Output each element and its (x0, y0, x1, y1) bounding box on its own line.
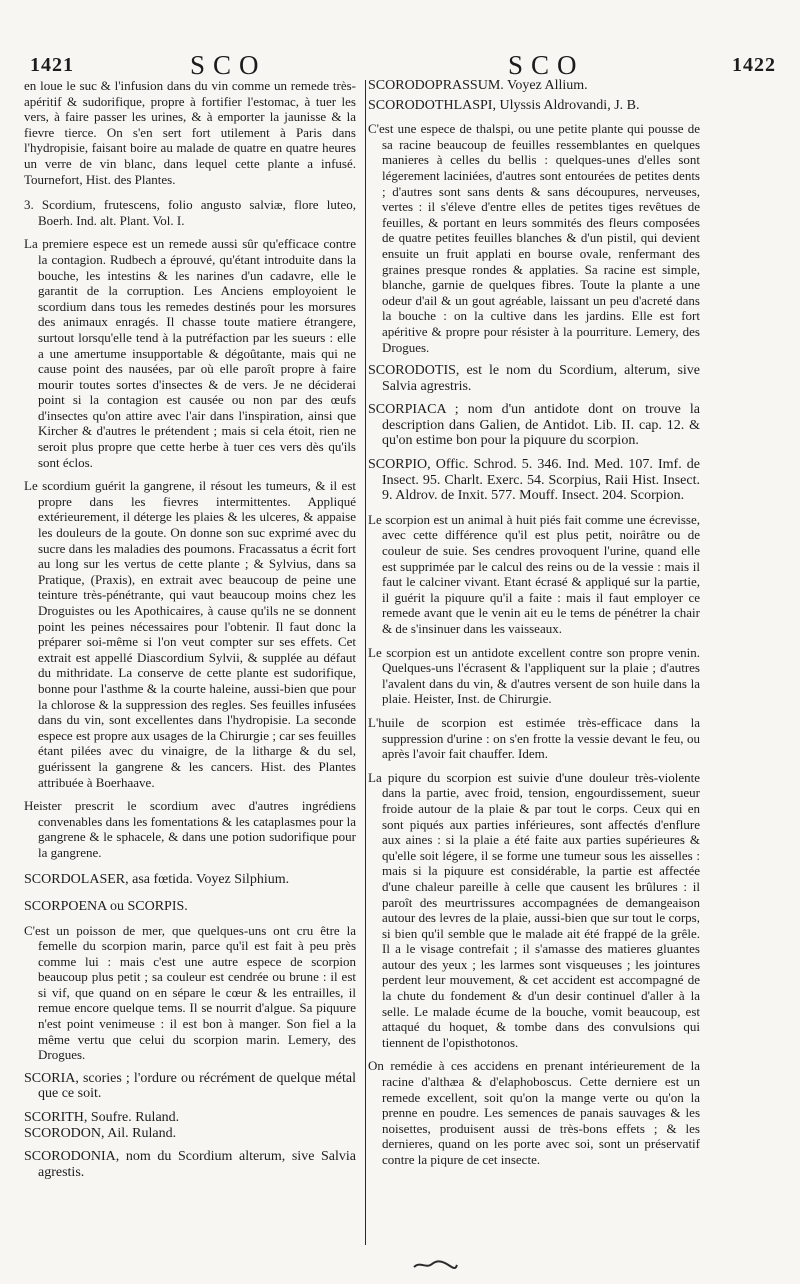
paragraph: Le scorpion est un animal à huit piés fait comme une écrevisse, avec cette différence qu'il est plus petit, noirâtre ou de couleur de suie. Ses cendres provoquent l'urine, quand elle est supprimée par le calcul des reins ou de la vessie : mais il faut le calciner vivant. Etant écrasé & appliqué sur la partie, il guérit la piquure qu'il a faite : mais il faut employer ce remede avant que le venin ait eu le tems de pénétrer la chair & de s'insinuer dans les vaisseaux. (368, 511, 700, 636)
paragraph: en loue le suc & l'infusion dans du vin comme un remede très-apéritif & sudorifique, propre à fortifier l'estomac, à tuer les vers, à faire passer les urines, & à emporter la jaunisse & la fievre tierce. On s'en sert fort utilement à Paris dans l'hydropisie, faisant boire au malade de quatre en quatre heures un verre de vin blanc, dans lequel cette plante a infusé. Tournefort, Hist. des Plantes. (24, 78, 356, 187)
page-header (18, 50, 782, 80)
paragraph: 3. Scordium, frutescens, folio angusto salviæ, flore luteo, Boerh. Ind. alt. Plant. Vol. I. (24, 197, 356, 228)
printer-ornament-icon (412, 1259, 458, 1271)
entry-heading: SCORODONIA, nom du Scordium alterum, sive Salvia agrestis. (24, 1149, 356, 1180)
paragraph: L'huile de scorpion est estimée très-efficace dans la suppression d'urine : on s'en frotte la vessie devant le feu, ou après l'avoir fait chauffer. Idem. (368, 714, 700, 762)
paragraph: La piqure du scorpion est suivie d'une douleur très-violente dans la partie, avec froid, tension, engourdissement, sueur froide autour de la plaie & par tout le corps. Ceux qui en sont piqués aux parties inférieures, sont affectés d'enflure aux aines : si la plaie a été faite aux parties supérieures & qu'elle soit légere, il se forme une tumeur sous les aisselles : mais si la piquure est considérable, la partie est affectée d'une chaleur pareille à celle que causent les brûlures : il paroît des meurtrissures accompagnées de demangeaison autour des levres de la plaie, aussi-bien que sur tout le corps, si bien qu'il semble que le malade ait été frappé de la grêle. Il a le visage contrefait ; il s'amasse des matieres gluantes autour des yeux ; les larmes sont visqueuses ; les jointures perdent leur mouvement, & cet accident est accompagné de la chute du fondement & d'un desir continuel d'aller à la selle. Le malade écume de la bouche, vomit beaucoup, est attaqué du hoquet, & tombe dans des convulsions qui tiennent de l'opisthotonos. (368, 769, 700, 1050)
running-head-left: SCO (190, 50, 267, 80)
entry-heading: SCORODOTIS, est le nom du Scordium, alterum, sive Salvia agrestris. (368, 363, 700, 394)
entry-heading: SCORODON, Ail. Ruland. (24, 1125, 177, 1141)
entry-heading: SCORODOTHLASPI, Ulyssis Aldrovandi, J. B. (368, 97, 640, 113)
entry-heading: SCORPOENA ou SCORPIS. (24, 898, 188, 914)
paragraph: Le scordium guérit la gangrene, il résout les tumeurs, & il est propre dans les fievres intermittentes. Appliqué extérieurement, il déterge les plaies & les ulceres, & appaise les douleurs de la goute. On donne son suc exprimé avec du sucre dans les maladies des poumons. Fracassatus a écrit fort au long sur les vertus de cette plante ; & Sylvius, dans sa Pratique, (Praxis), en extrait avec beaucoup de peine une teinture très-pénétrante, qui vaut beaucoup moins chez les Droguistes ou les Apothicaires, à cause qu'ils ne se donnent point les peines nécessaires pour l'obtenir. Il faut donc la préparer soi-même si l'on veut compter sur ses effets. Cet extrait est appellé Diascordium Sylvii, & supplée au défaut du mithridate. La conserve de cette plante est sudorifique, bonne pour l'asthme & la courte haleine, aussi-bien que pour la chlorose & la suppression des regles. Ses feuilles infusées dans du vin, sont excellentes dans l'hydropisie. La seconde espece est propre aux usages de la Chirurgie ; car ses feuilles étant pilées avec du vinaigre, de la litharge & du sel, guérissent la gangrene & les cancers. Hist. des Plantes attribuée à Boerhaave. (24, 478, 356, 790)
paragraph: C'est un poisson de mer, que quelques-uns ont cru être la femelle du scorpion marin, parce qu'il est fait à peu près comme lui : mais c'est une autre espece de scorpion beaucoup plus petit ; sa couleur est cendrée ou brune : il est si vif, que quand on en sépare le cœur & les entrailles, il remue encore quelque tems. Il se nourrit d'algue. Sa piquure n'est point venimeuse : il est bon à manger. Son fiel a la même vertu que celui du scorpion marin. Lemery, des Drogues. (24, 922, 356, 1063)
entry-heading: SCORODOPRASSUM. Voyez Allium. (368, 78, 588, 93)
paragraph: La premiere espece est un remede aussi sûr qu'efficace contre la contagion. Rudbech a éprouvé, qu'étant introduite dans la bouche, les intestins & les narines d'un cadavre, elle le garantit de la corruption. Les Anciens employoient le scordium dans tous les remedes destinés pour les morsures des animaux enragés. Il chasse toute matiere étrangere, surtout lorsqu'elle tend à la putréfaction par les sueurs : elle a une amertume insupportable & dégoûtante, mais qui ne cause point des nausées, par où elle paroît propre à faire mourir toutes sortes d'insectes & de vers. Je ne déciderai point si la contagion est causée ou non par des œufs d'insectes qu'on attire avec l'air dans l'inspiration, ainsi que Kircher & d'autres le prétendent ; mais si cela étoit, rien ne seroit plus propre que cette herbe à tuer ces vers dès qu'ils sont éclos. (24, 236, 356, 470)
running-head-right: SCO (508, 50, 585, 80)
entry-heading: SCORPIO, Offic. Schrod. 5. 346. Ind. Med. 107. Imf. de Insect. 95. Charlt. Exerc. 54. Scorpius, Raii Hist. Insect. 9. Aldrov. de Inxit. 577. Mouff. Insect. 204. Scorpion. (368, 457, 700, 504)
entry-heading: SCORPIACA ; nom d'un antidote dont on trouve la description dans Galien, de Antidot. Lib. II. cap. 12. & qu'on estime bon pour la piquure du scorpion. (368, 402, 700, 449)
paragraph: On remédie à ces accidens en prenant intérieurement de la racine d'althæa & d'elaphoboscus. Cette derniere est un remede excellent, soit qu'on la mange verte ou qu'on la prenne en poudre. Les semences de panais sauvages & les noisettes, produisent aussi de très-bons effets ; & les dernieres, quand on les porte avec soi, sont un préservatif contre la piqure de cet insecte. (368, 1058, 700, 1167)
paragraph: Heister prescrit le scordium avec d'autres ingrédiens convenables dans les fomentations & les cataplasmes pour la gangrene & le sphacele, & dans une potion sudorifique pour la gangrene. (24, 798, 356, 860)
page-number-left: 1421 (30, 54, 74, 76)
paragraph: C'est une espece de thalspi, ou une petite plante qui pousse de sa racine beaucoup de feuilles ressemblantes en quelques manieres à celles du bellis : quelques-unes d'elles sont légerement laciniées, d'autres sont entourées de petites dents ; d'autres sont sans dents & sans découpures, nerveuses, vertes : il s'éleve d'entre elles de petites tiges revêtues de feuilles, & portant en leurs sommités des fleurs composées de quatre petites feuilles blanches & d'un pistil, qui devient ensuite un fruit applati en bourse ovale, renfermant des graines presque rondes & applaties. Sa racine est simple, blanche, garnie de quelques fibres. Toute la plante a une odeur d'ail & un gout agréable, laissant un peu d'acreté dans la bouche : on la cultive dans les jardins. Elle est fort apéritive & propre pour résister à la pourriture. Lemery, des Drogues. (368, 121, 700, 355)
page-number-right: 1422 (732, 54, 776, 76)
right-column (368, 78, 700, 1176)
column-divider (365, 80, 366, 1245)
entry-heading: SCORITH, Soufre. Ruland. (24, 1110, 180, 1126)
paragraph: Le scorpion est un antidote excellent contre son propre venin. Quelques-uns l'écrasent & l'appliquent sur la plaie ; d'autres l'avalent dans du vin, & d'autres versent de son huile dans la plaie. Heister, Inst. de Chirurgie. (368, 644, 700, 707)
entry-heading: SCORDOLASER, asa fœtida. Voyez Silphium. (24, 871, 290, 887)
entry-heading: SCORIA, scories ; l'ordure ou récrément de quelque métal que ce soit. (24, 1070, 356, 1102)
left-column (24, 78, 356, 1188)
